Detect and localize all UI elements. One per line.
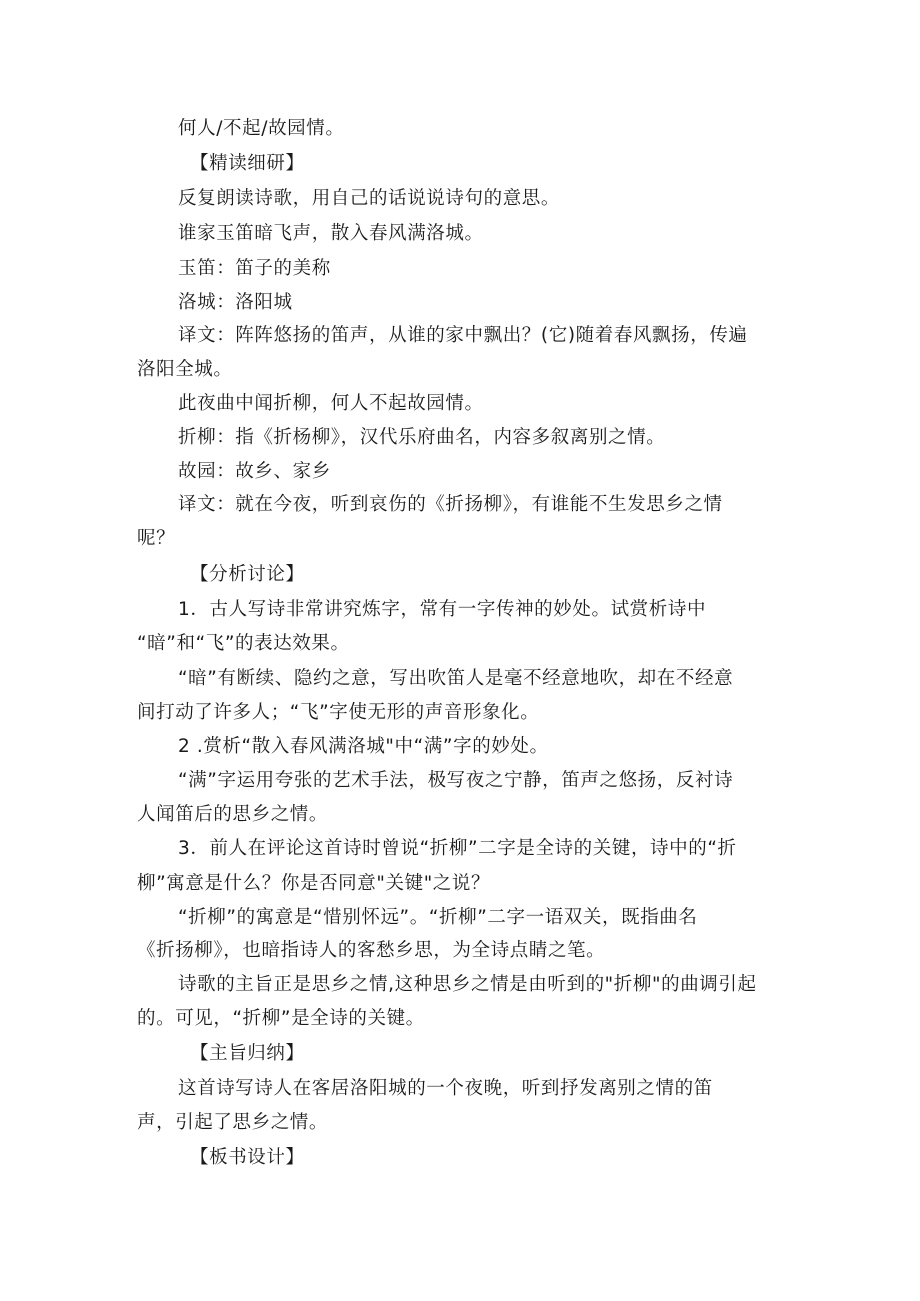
note-guyuan: 故园：故乡、家乡: [178, 461, 331, 482]
section-heading-close-reading: 【精读细研】: [190, 153, 305, 174]
theme-line-2: 声，引起了思乡之情。: [137, 1112, 329, 1133]
poem-line-1: 谁家玉笛暗飞声，散入春风满洛城。: [178, 223, 484, 244]
theme-line-1: 这首诗写诗人在客居洛阳城的一个夜晚，听到抒发离别之情的笛: [178, 1078, 713, 1099]
note-zheliu: 折柳：指《折杨柳》，汉代乐府曲名，内容多叙离别之情。: [178, 427, 666, 448]
note-luocheng: 洛城：洛阳城: [178, 292, 293, 313]
note-yudi: 玉笛：笛子的美称: [178, 258, 331, 279]
question-3-line-1: 3．前人在评论这首诗时曾说“折柳”二字是全诗的关键，诗中的“折: [178, 838, 737, 859]
answer-3-line-1: “折柳”的寓意是“惜别怀远”。“折柳”二字一语双关，既指曲名: [178, 907, 698, 928]
section-heading-board-design: 【板书设计】: [190, 1147, 305, 1168]
translation-2-line-2: 呢？: [137, 528, 176, 549]
question-1-line-1: 1．古人写诗非常讲究炼字，常有一字传神的妙处。试赏析诗中: [178, 599, 707, 620]
translation-1-line-2: 洛阳全城。: [137, 359, 233, 380]
conclusion-line-1: 诗歌的主旨正是思乡之情,这种思乡之情是由听到的"折柳"的曲调引起: [178, 974, 757, 995]
answer-2-line-1: “满”字运用夸张的艺术手法，极写夜之宁静，笛声之悠扬，反衬诗: [178, 770, 734, 791]
section-heading-theme: 【主旨归纳】: [190, 1043, 305, 1064]
conclusion-line-2: 的。可见，“折柳”是全诗的关键。: [137, 1008, 425, 1029]
question-1-line-2: “暗”和“飞”的表达效果。: [137, 633, 350, 654]
answer-2-line-2: 人闻笛后的思乡之情。: [137, 804, 329, 825]
question-2: 2 .赏析“散入春风满洛城"中“满”字的妙处。: [178, 736, 549, 757]
question-3-line-2: 柳”寓意是什么？你是否同意"关键"之说？: [137, 873, 491, 894]
answer-1-line-1: “暗”有断续、隐约之意，写出吹笛人是毫不经意地吹，却在不经意: [178, 668, 734, 689]
answer-3-line-2: 《折扬柳》，也暗指诗人的客愁乡思，为全诗点睛之笔。: [137, 940, 606, 961]
poem-line-division: 何人/不起/故园情。: [178, 118, 345, 139]
instruction-text: 反复朗读诗歌，用自己的话说说诗句的意思。: [178, 188, 561, 209]
answer-1-line-2: 间打动了许多人；“飞”字使无形的声音形象化。: [137, 702, 540, 723]
translation-1-line-1: 译文：阵阵悠扬的笛声，从谁的家中飘出？(它)随着春风飘扬，传遍: [178, 325, 748, 346]
poem-line-2: 此夜曲中闻折柳，何人不起故园情。: [178, 393, 484, 414]
translation-2-line-1: 译文：就在今夜，听到哀伤的《折扬柳》，有谁能不生发思乡之情: [178, 494, 723, 515]
section-heading-analysis: 【分析讨论】: [190, 564, 305, 585]
